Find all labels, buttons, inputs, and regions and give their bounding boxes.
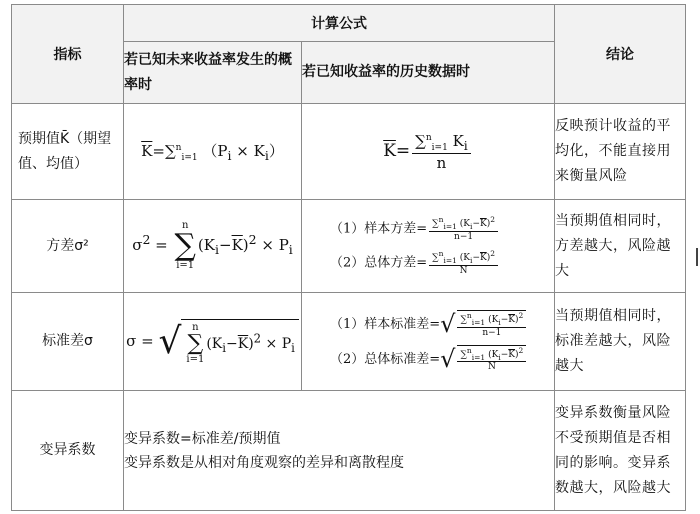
header-row-1 bbox=[12, 5, 686, 42]
scroll-indicator[interactable] bbox=[696, 248, 698, 266]
row-expected-value bbox=[12, 104, 686, 200]
stddev-formula-probability: σ = √ n ∑ i=1 $(K_i-\overline{K})^2 \times P_i$ bbox=[124, 293, 302, 391]
total-stddev-label: （2）总体标准差= bbox=[330, 351, 441, 367]
risk-measure-table bbox=[11, 4, 686, 511]
total-stddev-line: （2）总体标准差=√ $\frac{\sum^n_{i=1} (K_i-\overline{K})^2}{N}$ bbox=[302, 345, 554, 374]
cv-formula-text: 变异系数=标准差/预期值 bbox=[124, 430, 281, 447]
header-history-known: 若已知收益率的历史数据时 bbox=[302, 42, 555, 104]
header-probability-known: 若已知未来收益率发生的概率时 bbox=[124, 42, 302, 104]
variance-conclusion: 当预期值相同时，方差越大，风险越大 bbox=[555, 200, 686, 293]
variance-formula-history bbox=[302, 200, 555, 293]
header-calc-formula: 计算公式 bbox=[124, 5, 555, 42]
row-variance bbox=[12, 200, 686, 293]
expected-value-formula-history: $\overline{K}=$ $\frac{\sum^n_{i=1} K_i}{n}$ bbox=[302, 104, 555, 200]
expected-value-formula-probability: $\overline{K}=\sum^n_{i=1}$ $(P_i \times K_i)$ bbox=[124, 104, 302, 200]
stddev-formula-history bbox=[302, 293, 555, 391]
cv-conclusion: 变异系数衡量风险不受预期值是否相同的影响。变异系数越大，风险越大 bbox=[555, 391, 686, 511]
cv-label: 变异系数 bbox=[12, 391, 124, 511]
variance-formula-probability: $\sigma^2$ = n ∑ i=1 $(K_i-\overline{K})^2 \times P_i$ bbox=[124, 200, 302, 293]
cv-explanation-text: 变异系数是从相对角度观察的差异和离散程度 bbox=[124, 454, 404, 471]
variance-label: 方差σ² bbox=[12, 200, 124, 293]
header-conclusion: 结论 bbox=[555, 5, 686, 104]
row-coefficient-of-variation bbox=[12, 391, 686, 511]
stddev-conclusion: 当预期值相同时，标准差越大，风险越大 bbox=[555, 293, 686, 391]
row-standard-deviation bbox=[12, 293, 686, 391]
cv-description bbox=[124, 391, 555, 511]
expected-value-conclusion: 反映预计收益的平均化，不能直接用来衡量风险 bbox=[555, 104, 686, 200]
header-indicator: 指标 bbox=[12, 5, 124, 104]
expected-value-label: 预期值K̄（期望值、均值） bbox=[12, 104, 124, 200]
stddev-label: 标准差σ bbox=[12, 293, 124, 391]
sample-variance-line: （1）样本方差= $\frac{\sum^n_{i=1} (K_i-\overline{K})^2}{n-1}$ bbox=[302, 215, 554, 243]
sample-stddev-line: （1）样本标准差=√ $\frac{\sum^n_{i=1} (K_i-\overline{K})^2}{n-1}$ bbox=[302, 310, 554, 339]
sample-variance-label: （1）样本方差= bbox=[330, 221, 428, 237]
total-variance-line: （2）总体方差= $\frac{\sum^n_{i=1} (K_i-\overline{K})^2}{N}$ bbox=[302, 249, 554, 277]
total-variance-label: （2）总体方差= bbox=[330, 255, 428, 271]
sample-stddev-label: （1）样本标准差= bbox=[330, 316, 441, 332]
